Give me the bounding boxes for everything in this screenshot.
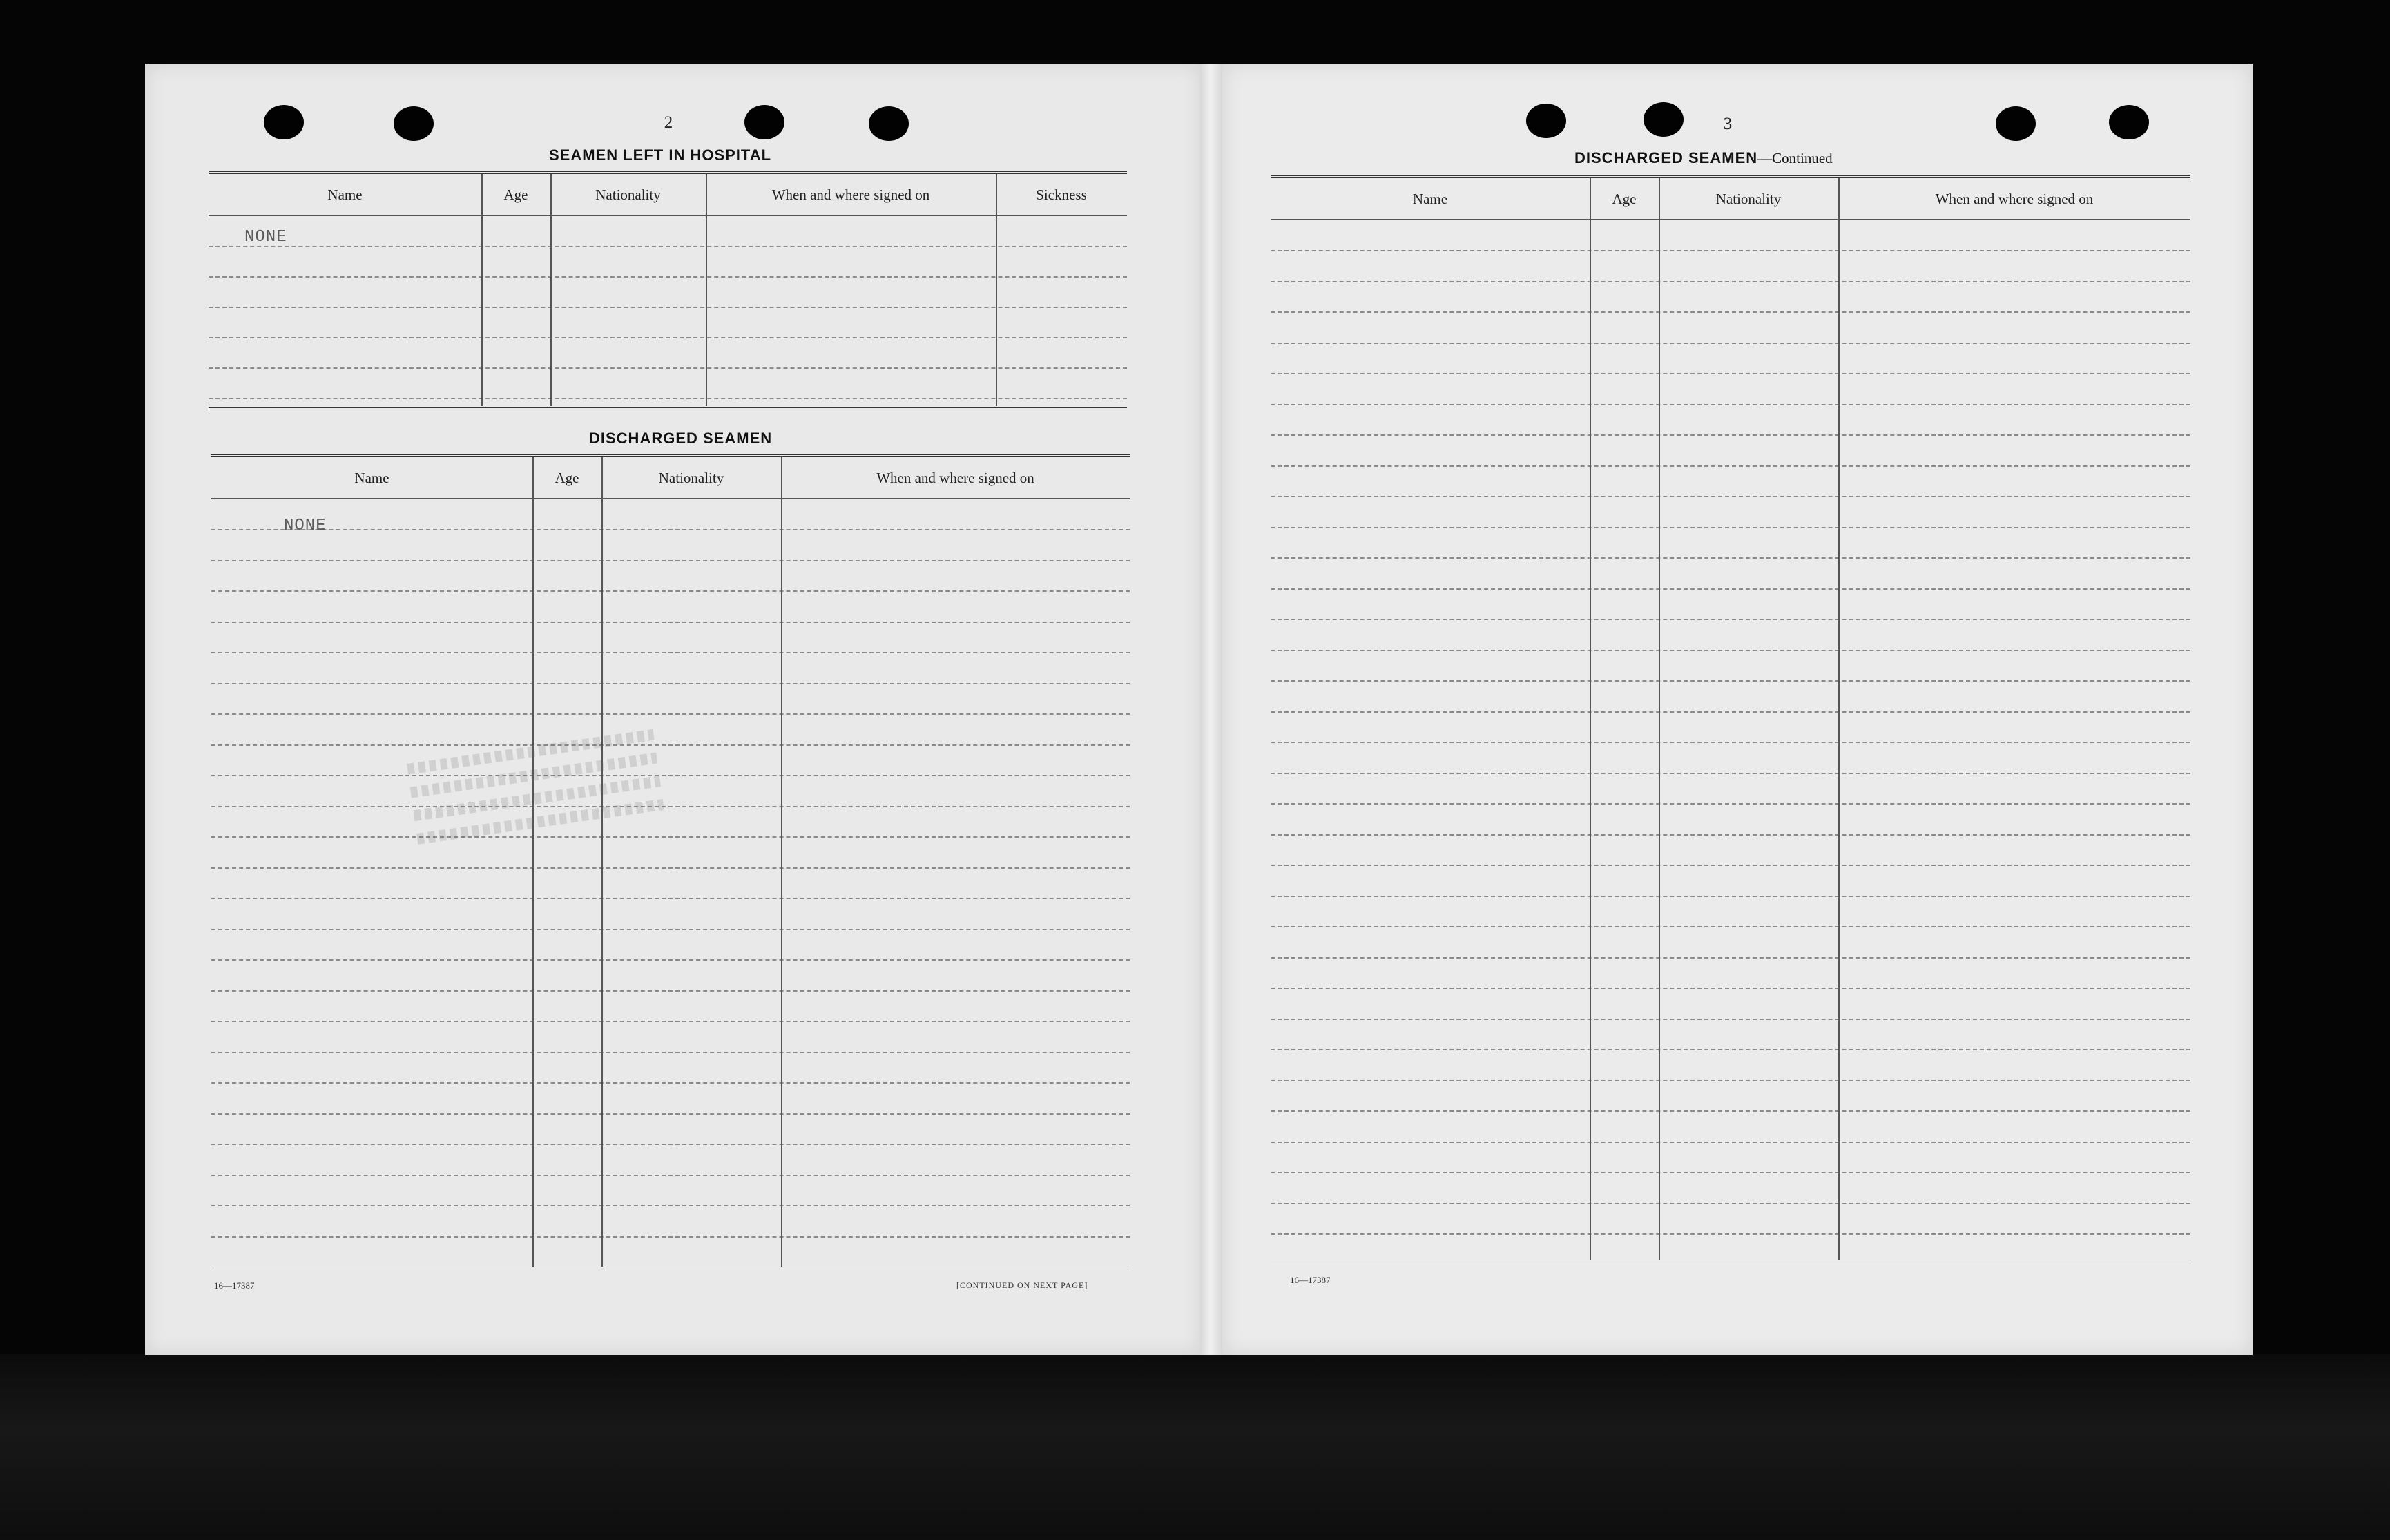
- table-row: [211, 652, 1130, 653]
- table-row: [1271, 865, 2190, 866]
- col-header-name: Name: [327, 186, 363, 203]
- table-row: [209, 367, 1127, 369]
- table-row: [1271, 1049, 2190, 1050]
- table-row: [209, 337, 1127, 338]
- table-row: [209, 398, 1127, 399]
- punch-hole: [1996, 106, 2036, 141]
- table-row: [209, 246, 1127, 247]
- form-code: 16—17387: [214, 1280, 255, 1291]
- col-header-signed-on: When and where signed on: [876, 470, 1034, 486]
- page-gutter: [1200, 64, 1224, 1355]
- punch-hole: [1644, 102, 1684, 137]
- punch-hole: [394, 106, 434, 141]
- table-row: [1271, 557, 2190, 559]
- table-row: [1271, 1233, 2190, 1235]
- table-row: [211, 1175, 1130, 1176]
- discharged-continued-title: [1574, 149, 1833, 167]
- table-row: [1271, 680, 2190, 682]
- table-row: [1271, 434, 2190, 436]
- punch-hole: [264, 105, 304, 139]
- discharged-continued-table: [1271, 175, 2190, 1336]
- table-row: [211, 1113, 1130, 1115]
- discharged-table: [211, 454, 1130, 1352]
- table-row: [1271, 711, 2190, 713]
- col-header-signed-on: When and where signed on: [771, 186, 930, 203]
- punch-hole: [869, 106, 909, 141]
- page-number: 3: [1723, 115, 1733, 133]
- table-row: [211, 1144, 1130, 1145]
- table-row: [211, 1082, 1130, 1084]
- table-row: [1271, 957, 2190, 959]
- table-row: [211, 744, 1130, 746]
- table-row: [211, 806, 1130, 807]
- table-row: [1271, 896, 2190, 897]
- table-row: [211, 683, 1130, 684]
- table-bottom-rule: [1271, 1260, 2190, 1262]
- table-row: [1271, 1019, 2190, 1020]
- table-row: [1271, 1080, 2190, 1081]
- col-header-age: Age: [503, 186, 528, 203]
- col-header-age: Age: [555, 470, 579, 486]
- table-row: [1271, 250, 2190, 251]
- table-row: [1271, 527, 2190, 528]
- scan-background: [0, 1354, 2390, 1540]
- table-row: [1271, 588, 2190, 590]
- column-divider: [481, 174, 483, 406]
- table-row: [1271, 404, 2190, 405]
- table-row: [1271, 803, 2190, 805]
- col-header-name: Name: [1412, 191, 1448, 207]
- punch-hole: [2109, 105, 2149, 139]
- table-row: [1271, 834, 2190, 836]
- table-row: [1271, 988, 2190, 989]
- column-divider: [1838, 178, 1840, 1260]
- table-row: [1271, 373, 2190, 374]
- left-page: [145, 64, 1202, 1355]
- title-suffix: —Continued: [1757, 150, 1833, 166]
- column-divider: [781, 457, 782, 1267]
- col-header-sickness: Sickness: [1036, 186, 1087, 203]
- table-row: [1271, 1110, 2190, 1112]
- table-row: [211, 929, 1130, 930]
- title-text: DISCHARGED SEAMEN: [1574, 149, 1758, 166]
- form-code: 16—17387: [1290, 1275, 1331, 1285]
- table-row: [1271, 926, 2190, 927]
- table-row: [209, 307, 1127, 308]
- table-row: [211, 836, 1130, 838]
- hospital-section-title: SEAMEN LEFT IN HOSPITAL: [549, 146, 772, 164]
- column-divider: [996, 174, 997, 406]
- table-row: [1271, 742, 2190, 743]
- table-top-rule: [1271, 175, 2190, 178]
- header-rule: [211, 498, 1130, 499]
- col-header-nationality: Nationality: [1715, 191, 1782, 207]
- col-header-name: Name: [354, 470, 389, 486]
- table-row: [211, 560, 1130, 561]
- hospital-entry: NONE: [244, 228, 287, 247]
- table-bottom-rule: [209, 407, 1127, 410]
- table-top-rule: [209, 171, 1127, 174]
- table-row: [1271, 311, 2190, 313]
- table-row: [1271, 619, 2190, 620]
- table-row: [211, 898, 1130, 899]
- header-rule: [209, 215, 1127, 216]
- table-row: [1271, 1203, 2190, 1204]
- table-row: [1271, 281, 2190, 282]
- table-row: [211, 622, 1130, 623]
- col-header-signed-on: When and where signed on: [1935, 191, 2094, 207]
- col-header-age: Age: [1612, 191, 1637, 207]
- page-number: 2: [664, 113, 673, 132]
- table-row: [211, 990, 1130, 992]
- column-divider: [706, 174, 707, 406]
- table-row: [211, 529, 1130, 530]
- column-divider: [550, 174, 552, 406]
- table-row: [211, 1021, 1130, 1022]
- column-divider: [1590, 178, 1591, 1260]
- table-row: [211, 1236, 1130, 1238]
- table-row: [211, 713, 1130, 715]
- col-header-nationality: Nationality: [595, 186, 661, 203]
- right-page: [1222, 64, 2253, 1355]
- table-row: [1271, 1142, 2190, 1143]
- table-row: [211, 959, 1130, 961]
- table-bottom-rule: [211, 1267, 1130, 1269]
- punch-hole: [744, 105, 784, 139]
- discharged-section-title: DISCHARGED SEAMEN: [589, 430, 773, 447]
- table-row: [211, 1205, 1130, 1206]
- table-row: [211, 775, 1130, 776]
- table-row: [211, 590, 1130, 592]
- table-row: [209, 276, 1127, 278]
- table-row: [1271, 1172, 2190, 1173]
- table-row: [1271, 650, 2190, 651]
- col-header-nationality: Nationality: [658, 470, 724, 486]
- discharged-entry: NONE: [284, 517, 327, 535]
- column-divider: [1659, 178, 1660, 1260]
- table-row: [1271, 465, 2190, 467]
- table-top-rule: [211, 454, 1130, 457]
- table-row: [211, 1052, 1130, 1053]
- table-row: [1271, 496, 2190, 497]
- punch-hole: [1526, 104, 1566, 138]
- table-row: [1271, 343, 2190, 344]
- header-rule: [1271, 219, 2190, 220]
- continued-note: [CONTINUED ON NEXT PAGE]: [956, 1280, 1088, 1290]
- table-row: [1271, 773, 2190, 774]
